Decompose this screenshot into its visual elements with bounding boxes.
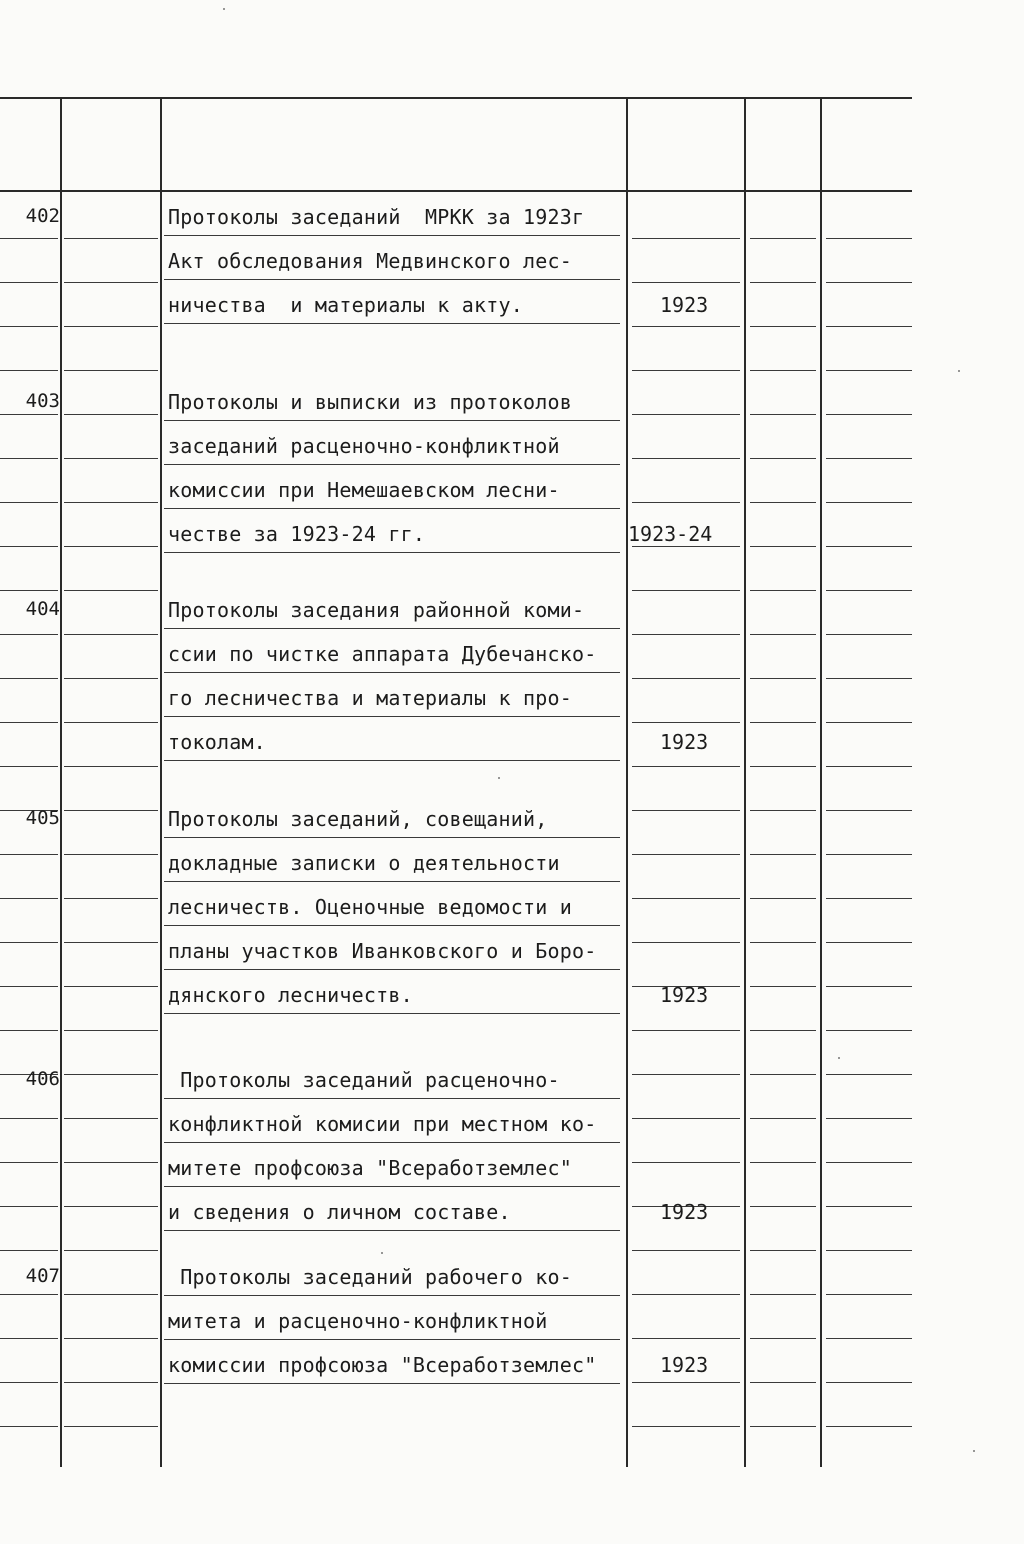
ledger-rule xyxy=(750,1206,816,1207)
item-number: 407 xyxy=(25,1265,60,1287)
item-title-line: комиссии при Немешаевском лесни- xyxy=(168,478,560,502)
ledger-rule xyxy=(64,810,158,811)
title-underline xyxy=(164,1339,620,1340)
item-title-line: Протоколы заседания районной коми- xyxy=(168,598,585,622)
ledger-rule xyxy=(826,898,912,899)
ledger-rule xyxy=(0,1162,58,1163)
ledger-rule xyxy=(632,326,740,327)
scan-speck xyxy=(958,370,960,372)
title-underline xyxy=(164,969,620,970)
ledger-rule xyxy=(632,414,740,415)
ledger-rule xyxy=(632,1162,740,1163)
ledger-rule xyxy=(826,590,912,591)
ledger-rule xyxy=(750,1118,816,1119)
ledger-rule xyxy=(750,1338,816,1339)
ledger-rule xyxy=(0,1382,58,1383)
ledger-rule xyxy=(0,1426,58,1427)
ledger-rule xyxy=(632,1250,740,1251)
ledger-rule xyxy=(64,1250,158,1251)
ledger-rule xyxy=(64,986,158,987)
ledger-rule xyxy=(750,942,816,943)
ledger-rule xyxy=(750,722,816,723)
title-underline xyxy=(164,235,620,236)
ledger-rule xyxy=(64,370,158,371)
ledger-rule xyxy=(826,1250,912,1251)
ledger-rule xyxy=(826,766,912,767)
ledger-rule xyxy=(632,634,740,635)
ledger-rule xyxy=(750,986,816,987)
scan-speck xyxy=(381,1252,383,1254)
item-title-line: Протоколы и выписки из протоколов xyxy=(168,390,572,414)
item-date: 1923 xyxy=(660,1200,709,1224)
title-underline xyxy=(164,1013,620,1014)
ledger-rule xyxy=(826,1206,912,1207)
ledger-rule xyxy=(64,282,158,283)
ledger-rule xyxy=(64,414,158,415)
title-underline xyxy=(164,279,620,280)
ledger-rule xyxy=(632,942,740,943)
ledger-rule xyxy=(64,590,158,591)
ledger-rule xyxy=(0,898,58,899)
item-number: 404 xyxy=(25,598,60,620)
title-underline xyxy=(164,1230,620,1231)
ledger-rule xyxy=(750,1074,816,1075)
ledger-rule xyxy=(750,238,816,239)
title-underline xyxy=(164,925,620,926)
title-underline xyxy=(164,1186,620,1187)
item-title-line: ссии по чистке аппарата Дубечанско- xyxy=(168,642,597,666)
ledger-rule xyxy=(632,1074,740,1075)
ledger-rule xyxy=(64,722,158,723)
title-underline xyxy=(164,464,620,465)
title-underline xyxy=(164,508,620,509)
item-title-line: планы участков Иванковского и Боро- xyxy=(168,939,597,963)
ledger-rule xyxy=(826,1382,912,1383)
ledger-rule xyxy=(64,238,158,239)
ledger-rule xyxy=(0,590,58,591)
ledger-rule xyxy=(632,1294,740,1295)
ledger-rule xyxy=(64,502,158,503)
ledger-rule xyxy=(632,722,740,723)
title-underline xyxy=(164,837,620,838)
ledger-rule xyxy=(750,590,816,591)
ledger-rule xyxy=(0,1206,58,1207)
ledger-rule xyxy=(64,1206,158,1207)
header-top-rule xyxy=(0,97,912,99)
item-date: 1923 xyxy=(660,293,709,317)
ledger-rule xyxy=(64,1382,158,1383)
ledger-rule xyxy=(0,238,58,239)
ledger-rule xyxy=(750,414,816,415)
ledger-rule xyxy=(826,370,912,371)
ledger-rule xyxy=(0,1338,58,1339)
title-underline xyxy=(164,1295,620,1296)
ledger-rule xyxy=(0,1118,58,1119)
title-underline xyxy=(164,1383,620,1384)
ledger-rule xyxy=(632,1030,740,1031)
ledger-rule xyxy=(750,766,816,767)
ledger-rule xyxy=(826,986,912,987)
ledger-rule xyxy=(64,766,158,767)
ledger-rule xyxy=(632,810,740,811)
ledger-rule xyxy=(826,678,912,679)
scan-speck xyxy=(223,8,225,10)
ledger-rule xyxy=(826,854,912,855)
ledger-rule xyxy=(0,854,58,855)
ledger-rule xyxy=(826,326,912,327)
ledger-rule xyxy=(826,634,912,635)
ledger-rule xyxy=(64,1118,158,1119)
item-title-line: го лесничества и материалы к про- xyxy=(168,686,572,710)
ledger-rule xyxy=(750,678,816,679)
ledger-rule xyxy=(632,546,740,547)
ledger-rule xyxy=(632,1338,740,1339)
item-number: 405 xyxy=(25,807,60,829)
ledger-rule xyxy=(64,1294,158,1295)
title-underline xyxy=(164,716,620,717)
title-underline xyxy=(164,672,620,673)
column-divider xyxy=(160,97,162,1467)
ledger-rule xyxy=(750,1382,816,1383)
column-divider xyxy=(60,97,62,1467)
ledger-rule xyxy=(750,326,816,327)
ledger-rule xyxy=(64,458,158,459)
ledger-rule xyxy=(0,986,58,987)
item-date: 1923 xyxy=(660,983,709,1007)
item-number: 403 xyxy=(25,390,60,412)
item-title-line: лесничеств. Оценочные ведомости и xyxy=(168,895,572,919)
item-title-line: Протоколы заседаний, совещаний, xyxy=(168,807,548,831)
ledger-rule xyxy=(750,810,816,811)
item-title-line: и сведения о личном составе. xyxy=(168,1200,511,1224)
column-divider xyxy=(744,97,746,1467)
item-title-line: ничества и материалы к акту. xyxy=(168,293,523,317)
ledger-rule xyxy=(0,282,58,283)
ledger-rule xyxy=(0,634,58,635)
item-date: 1923 xyxy=(660,730,709,754)
ledger-rule xyxy=(826,458,912,459)
ledger-rule xyxy=(826,1030,912,1031)
ledger-rule xyxy=(632,766,740,767)
item-title-line: токолам. xyxy=(168,730,266,754)
ledger-rule xyxy=(826,1426,912,1427)
scan-speck xyxy=(973,1450,975,1452)
ledger-rule xyxy=(750,898,816,899)
item-date: 1923-24 xyxy=(628,522,713,546)
ledger-rule xyxy=(826,1118,912,1119)
ledger-rule xyxy=(750,1294,816,1295)
column-divider xyxy=(626,97,628,1467)
ledger-rule xyxy=(750,502,816,503)
title-underline xyxy=(164,420,620,421)
ledger-rule xyxy=(750,1250,816,1251)
ledger-rule xyxy=(632,370,740,371)
ledger-rule xyxy=(826,1338,912,1339)
title-underline xyxy=(164,323,620,324)
ledger-rule xyxy=(64,1338,158,1339)
ledger-rule xyxy=(750,634,816,635)
ledger-rule xyxy=(750,1162,816,1163)
ledger-rule xyxy=(0,1030,58,1031)
ledger-rule xyxy=(632,282,740,283)
ledger-rule xyxy=(632,1382,740,1383)
title-underline xyxy=(164,760,620,761)
title-underline xyxy=(164,1098,620,1099)
ledger-rule xyxy=(0,1250,58,1251)
item-title-line: честве за 1923-24 гг. xyxy=(168,522,426,546)
ledger-rule xyxy=(632,458,740,459)
item-number: 406 xyxy=(25,1068,60,1090)
ledger-rule xyxy=(826,238,912,239)
ledger-rule xyxy=(750,282,816,283)
ledger-rule xyxy=(750,370,816,371)
ledger-rule xyxy=(826,414,912,415)
scan-speck xyxy=(838,1057,840,1059)
item-date: 1923 xyxy=(660,1353,709,1377)
item-title-line: конфликтной комисии при местном ко- xyxy=(168,1112,597,1136)
ledger-rule xyxy=(0,1294,58,1295)
item-title-line: докладные записки о деятельности xyxy=(168,851,560,875)
ledger-rule xyxy=(826,282,912,283)
ledger-rule xyxy=(0,678,58,679)
ledger-rule xyxy=(64,1074,158,1075)
ledger-rule xyxy=(64,898,158,899)
ledger-rule xyxy=(64,634,158,635)
ledger-rule xyxy=(0,942,58,943)
ledger-rule xyxy=(632,854,740,855)
ledger-rule xyxy=(0,414,58,415)
item-title-line: комиссии профсоюза "Всеработземлес" xyxy=(168,1353,597,1377)
ledger-rule xyxy=(750,458,816,459)
ledger-rule xyxy=(826,1074,912,1075)
ledger-rule xyxy=(0,502,58,503)
item-title-line: Протоколы заседаний расценочно- xyxy=(168,1068,560,1092)
item-title-line: Протоколы заседаний МРКК за 1923г xyxy=(168,205,585,229)
title-underline xyxy=(164,628,620,629)
scan-speck xyxy=(498,777,500,779)
ledger-rule xyxy=(632,238,740,239)
ledger-rule xyxy=(0,722,58,723)
ledger-rule xyxy=(632,898,740,899)
ledger-rule xyxy=(826,502,912,503)
ledger-rule xyxy=(750,1030,816,1031)
ledger-rule xyxy=(64,1030,158,1031)
ledger-rule xyxy=(826,1294,912,1295)
ledger-rule xyxy=(826,1162,912,1163)
title-underline xyxy=(164,881,620,882)
item-title-line: Акт обследования Медвинского лес- xyxy=(168,249,572,273)
ledger-rule xyxy=(632,590,740,591)
ledger-rule xyxy=(64,326,158,327)
ledger-rule xyxy=(0,370,58,371)
ledger-rule xyxy=(826,546,912,547)
ledger-rule xyxy=(64,1426,158,1427)
ledger-rule xyxy=(632,502,740,503)
ledger-rule xyxy=(64,942,158,943)
ledger-rule xyxy=(64,546,158,547)
ledger-rule xyxy=(750,854,816,855)
ledger-rule xyxy=(0,546,58,547)
ledger-rule xyxy=(64,678,158,679)
ledger-rule xyxy=(0,458,58,459)
ledger-rule xyxy=(826,942,912,943)
ledger-rule xyxy=(632,678,740,679)
item-title-line: митете профсоюза "Всеработземлес" xyxy=(168,1156,572,1180)
header-bottom-rule xyxy=(0,190,912,192)
item-number: 402 xyxy=(25,205,60,227)
ledger-rule xyxy=(750,546,816,547)
ledger-rule xyxy=(826,810,912,811)
ledger-rule xyxy=(826,722,912,723)
ledger-rule xyxy=(750,1426,816,1427)
ledger-rule xyxy=(64,854,158,855)
item-title-line: дянского лесничеств. xyxy=(168,983,413,1007)
title-underline xyxy=(164,552,620,553)
item-title-line: заседаний расценочно-конфликтной xyxy=(168,434,560,458)
title-underline xyxy=(164,1142,620,1143)
ledger-rule xyxy=(0,326,58,327)
column-divider xyxy=(820,97,822,1467)
item-title-line: Протоколы заседаний рабочего ко- xyxy=(168,1265,572,1289)
ledger-rule xyxy=(632,1426,740,1427)
ledger-rule xyxy=(632,1118,740,1119)
item-title-line: митета и расценочно-конфликтной xyxy=(168,1309,548,1333)
ledger-rule xyxy=(64,1162,158,1163)
ledger-rule xyxy=(0,766,58,767)
